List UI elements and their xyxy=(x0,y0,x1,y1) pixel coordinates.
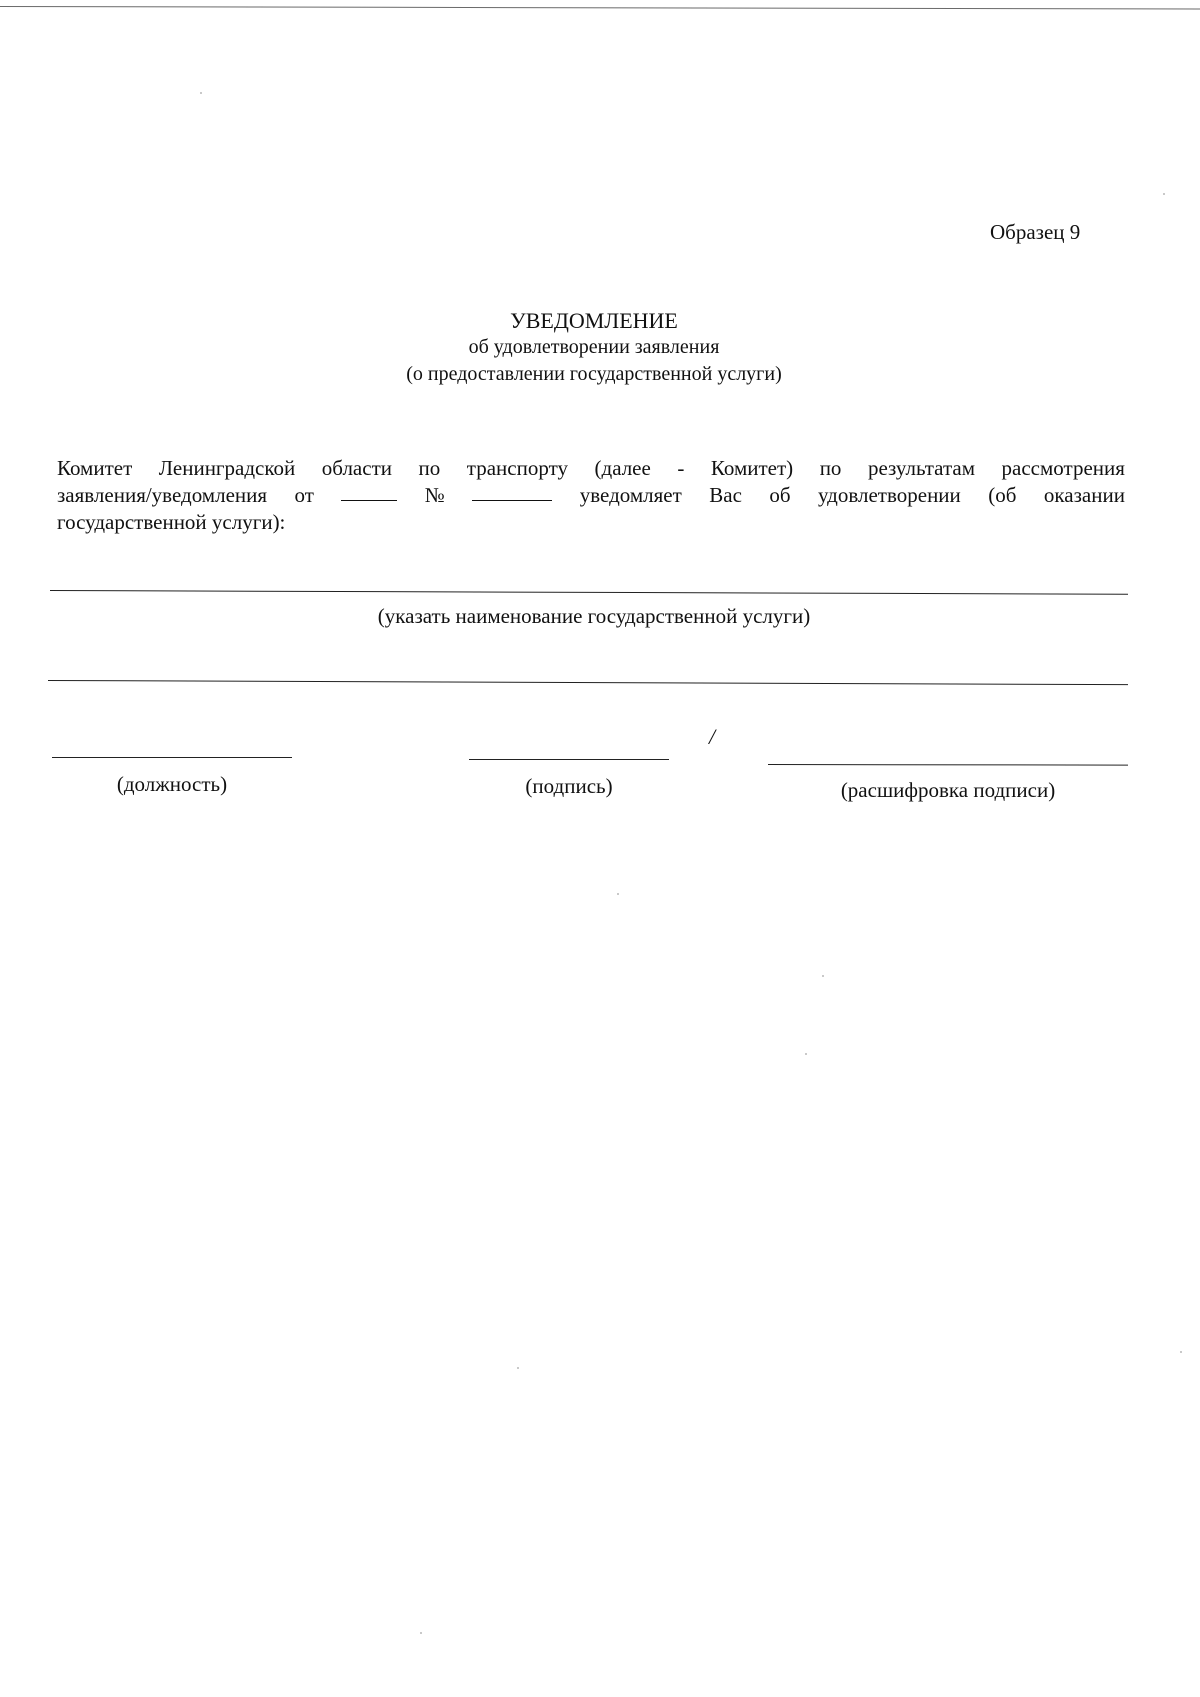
body-word: от xyxy=(294,483,314,507)
number-sign: № xyxy=(424,483,445,507)
scan-edge-line xyxy=(0,6,1200,10)
title-block xyxy=(300,307,888,388)
body-word: оказании xyxy=(1043,483,1125,507)
body-word: об xyxy=(769,483,791,507)
decoding-caption: (расшифровка подписи) xyxy=(840,778,1056,802)
body-line-1 xyxy=(57,455,1125,482)
body-line-2 xyxy=(57,482,1125,509)
sample-label: Образец 9 xyxy=(990,220,1081,244)
date-blank-field[interactable] xyxy=(341,482,397,501)
signature-field[interactable] xyxy=(469,759,669,760)
scan-speck xyxy=(617,893,619,895)
body-word: - xyxy=(677,456,685,480)
number-blank-field[interactable] xyxy=(472,482,552,501)
scan-speck xyxy=(1180,1351,1182,1353)
body-word: Комитет xyxy=(57,456,133,480)
scan-speck xyxy=(517,1367,519,1369)
position-field[interactable] xyxy=(52,757,292,758)
document-subtitle-2: (о предоставлении государственной услуги) xyxy=(406,363,782,385)
document-title: УВЕДОМЛЕНИЕ xyxy=(510,308,678,333)
document-subtitle-1: об удовлетворении заявления xyxy=(468,336,720,358)
body-word: заявления/уведомления xyxy=(57,483,268,507)
scan-speck xyxy=(1163,193,1165,195)
scan-speck xyxy=(805,1053,807,1055)
signature-caption: (подпись) xyxy=(525,774,613,798)
scan-speck xyxy=(420,1632,422,1634)
body-word: по xyxy=(418,456,441,480)
body-word: Вас xyxy=(709,483,742,507)
body-word: Комитет) xyxy=(710,456,794,480)
service-name-field[interactable] xyxy=(50,590,1128,595)
signature-decoding-field[interactable] xyxy=(768,764,1128,766)
additional-field-line[interactable] xyxy=(48,680,1128,685)
body-word: рассмотрения xyxy=(1001,456,1125,480)
signature-slash: / xyxy=(709,724,716,749)
body-word: (об xyxy=(988,483,1017,507)
body-word: результатам xyxy=(867,456,975,480)
scan-speck xyxy=(200,92,202,94)
body-word: Ленинградской xyxy=(158,456,296,480)
body-word: транспорту xyxy=(466,456,568,480)
body-word: удовлетворении xyxy=(818,483,961,507)
body-word: уведомляет xyxy=(579,483,682,507)
scan-speck xyxy=(822,975,824,977)
body-paragraph xyxy=(57,455,1125,536)
body-word: государственной услуги): xyxy=(57,510,286,534)
body-word: по xyxy=(819,456,842,480)
body-word: (далее xyxy=(594,456,651,480)
position-caption: (должность) xyxy=(116,772,228,796)
service-caption: (указать наименование государственной услуги) xyxy=(377,604,811,628)
body-word: области xyxy=(321,456,392,480)
body-line-3 xyxy=(57,509,1125,536)
